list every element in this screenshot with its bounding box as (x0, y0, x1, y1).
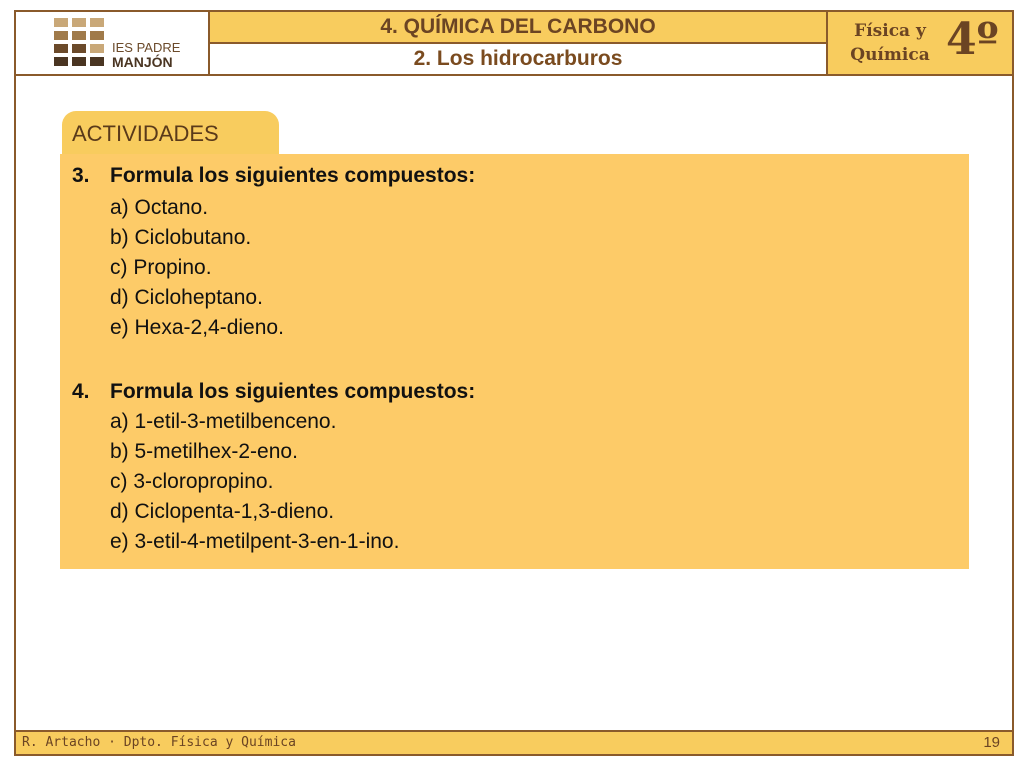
question-4-item-a: a) 1-etil-3-metilbenceno. (110, 410, 337, 433)
subject-label (840, 19, 940, 67)
question-3-text: Formula los siguientes compuestos: (110, 164, 476, 187)
question-4-title (72, 380, 475, 404)
unit-title: 4. QUÍMICA DEL CARBONO (208, 10, 828, 44)
slide-header (14, 10, 1014, 76)
question-4-item-e: e) 3-etil-4-metilpent-3-en-1-ino. (110, 530, 400, 553)
logo-line2: MANJÓN (112, 54, 173, 70)
logo-text (112, 40, 180, 70)
logo-line1: IES PADRE (112, 40, 181, 55)
footer-author: R. Artacho · Dpto. Física y Química (22, 735, 296, 750)
question-3-item-d: d) Cicloheptano. (110, 286, 263, 309)
subject-line1: Física y (854, 21, 926, 41)
page-number: 19 (983, 734, 1000, 751)
question-3-number: 3. (72, 164, 90, 187)
question-3-item-b: b) Ciclobutano. (110, 226, 252, 249)
question-4-text: Formula los siguientes compuestos: (110, 380, 476, 403)
question-3-title (72, 164, 475, 188)
grade-label: 4º (946, 14, 999, 65)
logo-grid-icon (54, 18, 108, 68)
question-4-item-b: b) 5-metilhex-2-eno. (110, 440, 298, 463)
subject-line2: Química (850, 45, 930, 65)
question-4-item-d: d) Ciclopenta-1,3-dieno. (110, 500, 335, 523)
question-4-item-c: c) 3-cloropropino. (110, 470, 274, 493)
slide-footer (14, 730, 1014, 756)
activities-tab (62, 111, 279, 157)
section-title: 2. Los hidrocarburos (208, 42, 828, 76)
question-4-number: 4. (72, 380, 90, 403)
activities-tab-label: ACTIVIDADES (72, 121, 219, 146)
school-logo (14, 10, 210, 76)
question-3-item-e: e) Hexa-2,4-dieno. (110, 316, 284, 339)
question-3-item-c: c) Propino. (110, 256, 212, 279)
subject-badge (826, 10, 1014, 76)
activities-content (60, 154, 969, 569)
question-3-item-a: a) Octano. (110, 196, 209, 219)
